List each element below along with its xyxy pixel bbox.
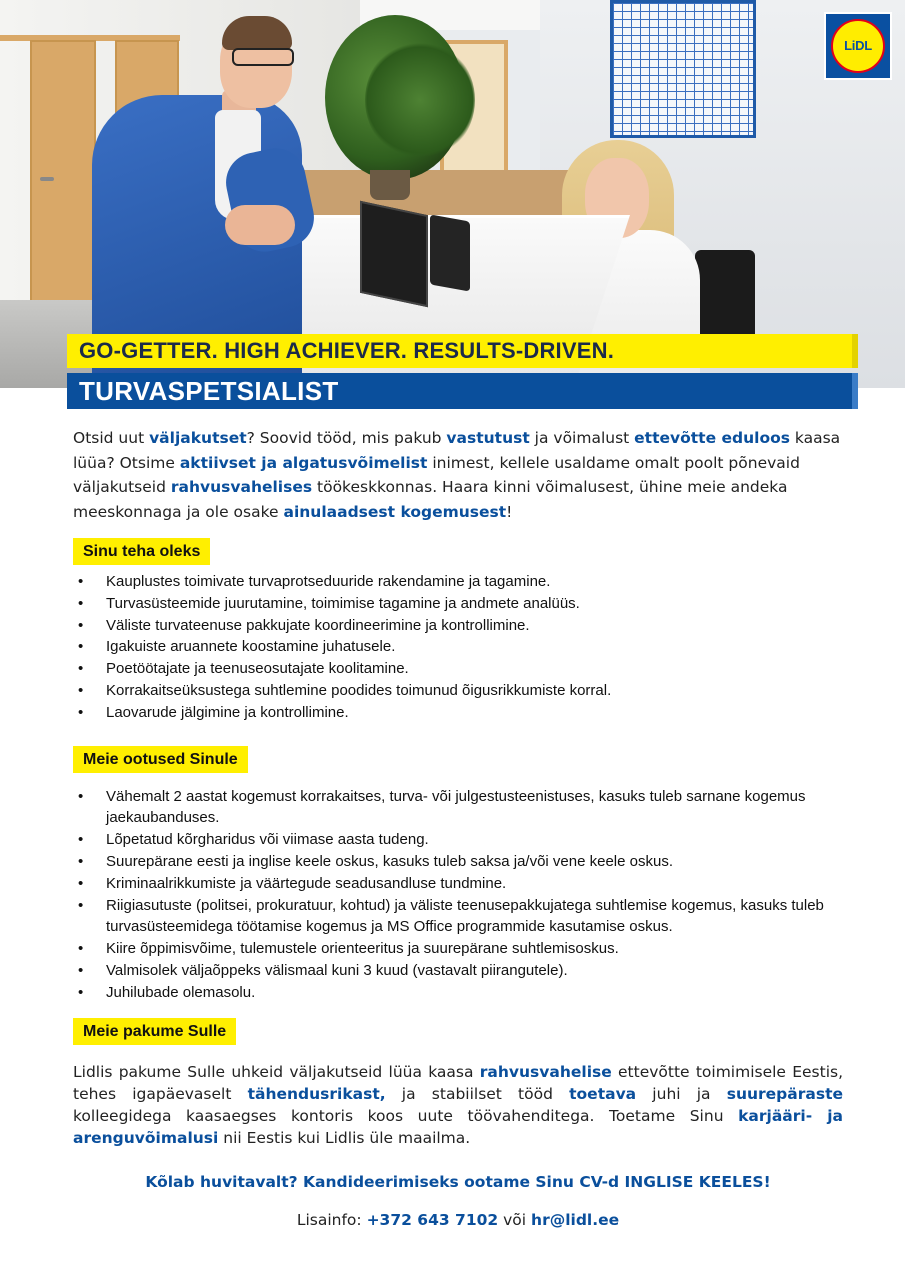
tagline-banner <box>67 334 858 368</box>
highlight-text: ettevõtte eduloos <box>634 429 790 447</box>
list-item: • Kiire õppimisvõime, tulemustele orienteeritus ja suurepärane suhtlemisoskus. <box>106 938 843 960</box>
photo-plant-2 <box>365 40 475 160</box>
contact-prefix: Lisainfo: <box>296 1210 367 1229</box>
intro-paragraph <box>73 426 843 524</box>
list-item: • Lõpetatud kõrgharidus või viimase aasta tudeng. <box>106 829 843 851</box>
offer-label: Meie pakume Sulle <box>73 1018 236 1045</box>
body-text: nii Eestis kui Lidlis üle maailma. <box>218 1128 471 1147</box>
list-item: • Poetöötajate ja teenuseosutajate koolitamine. <box>106 658 843 680</box>
list-item: • Vähemalt 2 aastat kogemust korrakaitses, turva- või julgestusteenistuses, kasuks tuleb sarnane kogemus jaekaubanduses. <box>106 786 843 830</box>
job-ad-content <box>73 426 843 1229</box>
list-item: • Valmisolek väljaõppeks välismaal kuni 3 kuud (vastavalt piirangutele). <box>106 960 843 982</box>
job-title-banner <box>67 373 858 409</box>
contact-email-link[interactable]: hr@lidl.ee <box>531 1210 620 1229</box>
offer-section <box>73 1018 843 1149</box>
job-title: TURVASPETSIALIST <box>79 376 339 406</box>
logo-text: LiDL <box>844 38 872 53</box>
photo-man-hair <box>222 16 292 50</box>
duties-section <box>73 538 843 724</box>
body-text: Lidlis pakume Sulle uhkeid väljakutseid lüüa kaasa <box>73 1062 480 1081</box>
list-item: • Kriminaalrikkumiste ja väärtegude seadusandluse tundmine. <box>106 873 843 895</box>
body-text: ? Soovid tööd, mis pakub <box>246 429 447 447</box>
list-item: • Kauplustes toimivate turvaprotseduuride rakendamine ja tagamine. <box>106 571 843 593</box>
expectations-list <box>73 786 843 1004</box>
contact-middle: või <box>498 1210 532 1229</box>
door-handle <box>40 177 54 181</box>
photo-office-chair <box>695 250 755 340</box>
duties-list <box>73 571 843 724</box>
highlight-text: aktiivset ja algatusvõimelist <box>179 453 428 472</box>
list-item: • Väliste turvateenuse pakkujate koordineerimine ja kontrollimine. <box>106 615 843 637</box>
photo-door <box>30 40 96 309</box>
list-item: • Laovarude jälgimine ja kontrollimine. <box>106 702 843 724</box>
list-item: • Riigiasutuste (politsei, prokuratuur, kohtud) ja väliste teenusepakkujatega suhtlemise kogemus, kasuks tuleb turvasüsteemidega töötamise kogemus ja MS Office programmide kasutamise oskus. <box>106 895 843 939</box>
photo-plant-pot <box>370 170 410 200</box>
highlight-text: tähendusrikast, <box>247 1084 386 1103</box>
expectations-section <box>73 746 843 1004</box>
list-item: • Juhilubade olemasolu. <box>106 982 843 1004</box>
offer-paragraph <box>73 1061 843 1149</box>
body-text: ja võimalust <box>529 429 635 447</box>
body-text: inimest, kellele usaldame omalt poolt põnevaid väljakutseid <box>73 453 800 496</box>
tagline-text: GO-GETTER. HIGH ACHIEVER. RESULTS-DRIVEN. <box>79 338 615 363</box>
hero-photo <box>0 0 905 388</box>
contact-phone-link[interactable]: +372 643 7102 <box>366 1210 499 1229</box>
photo-chair-back <box>430 214 470 291</box>
highlight-text: väljakutset <box>149 429 247 447</box>
photo-man-glasses <box>232 48 294 66</box>
logo-disc <box>831 19 885 73</box>
highlight-text: suurepäraste <box>726 1084 843 1103</box>
highlight-text: rahvusvahelise <box>479 1062 612 1081</box>
call-to-action: Kõlab huvitavalt? Kandideerimiseks ootame Sinu CV-d INGLISE KEELES! <box>145 1172 771 1191</box>
body-text: ! <box>506 502 513 521</box>
list-item: • Igakuiste aruannete koostamine juhatusele. <box>106 636 843 658</box>
photo-man-hands <box>225 205 295 245</box>
list-item: • Turvasüsteemide juurutamine, toimimise tagamine ja andmete analüüs. <box>106 593 843 615</box>
body-text: ja stabiilset tööd <box>385 1084 570 1103</box>
body-text: töökeskkonnas. Haara kinni võimalusest, ühine meie andeka meeskonnaga ja ole osake <box>73 478 788 521</box>
body-text: Otsid uut <box>73 429 150 447</box>
contact-line <box>73 1211 843 1229</box>
highlight-text: rahvusvahelises <box>170 478 313 496</box>
highlight-text: ainulaadsest kogemusest <box>283 502 507 521</box>
body-text: ettevõtte toimimisele Eestis, tehes igapäevaselt <box>73 1062 844 1103</box>
photo-monitor <box>360 201 428 307</box>
list-item: • Suurepärane eesti ja inglise keele oskus, kasuks tuleb saksa ja/või vene keele oskus. <box>106 851 843 873</box>
highlight-text: toetava <box>569 1084 637 1103</box>
lidl-logo <box>824 12 892 80</box>
duties-label: Sinu teha oleks <box>73 538 210 565</box>
list-item: • Korrakaitseüksustega suhtlemine poodides toimunud õigusrikkumiste korral. <box>106 680 843 702</box>
expectations-label: Meie ootused Sinule <box>73 746 248 773</box>
highlight-text: vastutust <box>446 429 530 447</box>
body-text: kolleegidega kaasaegses kontoris koos uute töövahenditega. Toetame Sinu <box>73 1106 739 1125</box>
body-text: kaasa lüüa? Otsime <box>73 429 841 472</box>
body-text: juhi ja <box>636 1084 727 1103</box>
photo-wall-calendar <box>610 0 756 138</box>
highlight-text: karjääri- ja arenguvõimalusi <box>73 1106 843 1147</box>
